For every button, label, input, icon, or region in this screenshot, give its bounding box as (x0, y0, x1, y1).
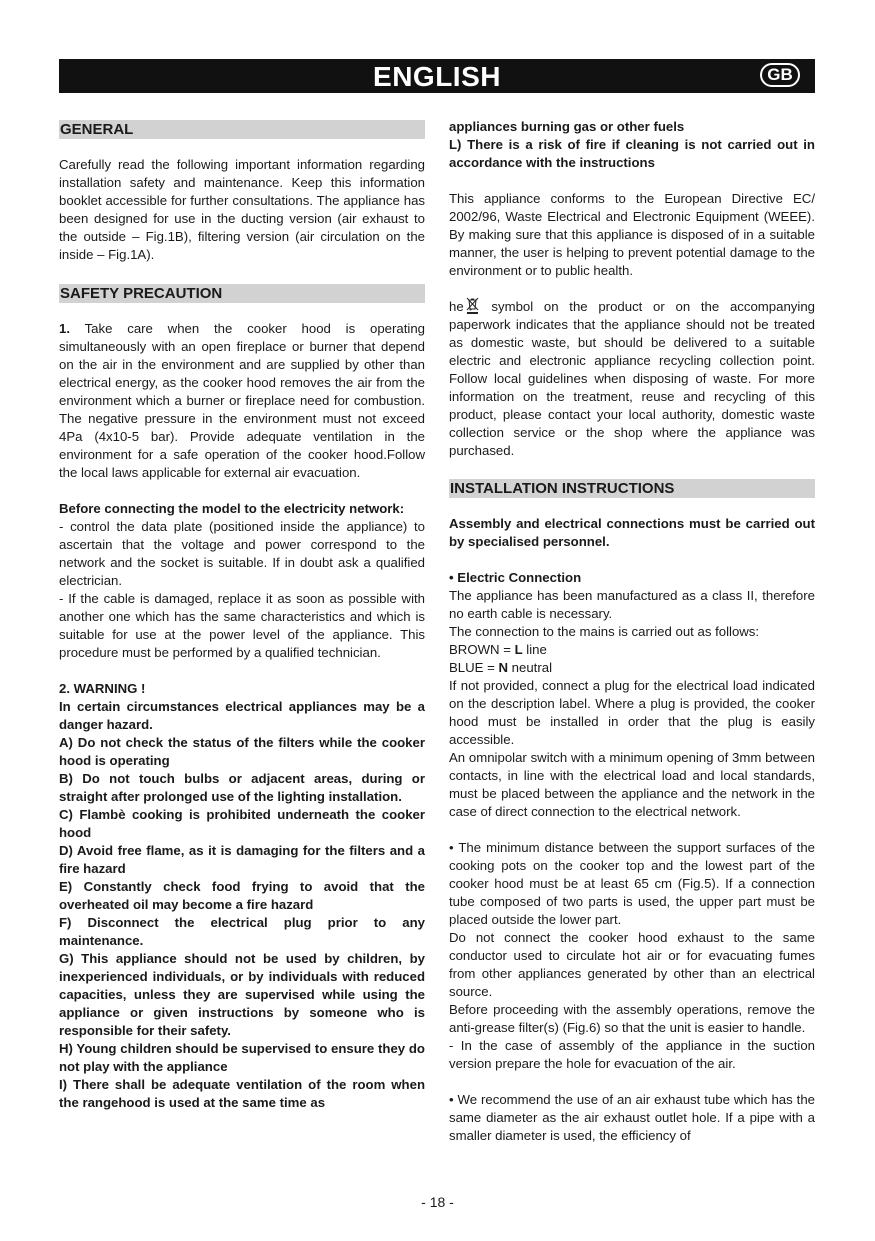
suction-version-text: - In the case of assembly of the appliance in the suction version prepare the hole for evacuation of the air. (449, 1038, 815, 1071)
warning-item-b: B) Do not touch bulbs or adjacent areas, during or straight after prolonged use of the lighting installation. (59, 771, 425, 804)
symbol-lead-text: he (449, 299, 464, 314)
exhaust-connection-text: Do not connect the cooker hood exhaust to the same conductor used to circulate hot air or for evacuating fumes from other appliances generated by other than an electrical source. (449, 930, 815, 999)
language-header-bar (59, 59, 815, 93)
safety-paragraph-1 (59, 320, 425, 482)
warning-item-e: E) Constantly check food frying to avoid that the overheated oil may become a fire hazard (59, 879, 425, 912)
before-connecting-heading: Before connecting the model to the electricity network: (59, 501, 405, 516)
page-number: - 18 - (421, 1194, 454, 1210)
warning-item-f: F) Disconnect the electrical plug prior to any maintenance. (59, 915, 425, 948)
country-badge: GB (760, 63, 800, 87)
warning-item-i-continued: appliances burning gas or other fuels (449, 119, 685, 134)
warning-item-c: C) Flambè cooking is prohibited underneath the cooker hood (59, 807, 425, 840)
omnipolar-switch-text: An omnipolar switch with a minimum opening of 3mm between contacts, in line with the electrical load and local standards, must be placed between the appliance and the network in the case of direct connection to the electrical network. (449, 750, 815, 819)
electric-connection-heading: • Electric Connection (449, 570, 582, 585)
brown-label: BROWN = (449, 642, 515, 657)
right-column (449, 118, 815, 1145)
mains-connection-text: The connection to the mains is carried out as follows: (449, 624, 760, 639)
blue-wire-line (449, 659, 815, 677)
warning-item-l: L) There is a risk of fire if cleaning is not carried out in accordance with the instructions (449, 137, 815, 170)
plug-text: If not provided, connect a plug for the electrical load indicated on the description label. Where a plug is provided, the cooker hood must be installed in order that the plug is easily accessible. (449, 678, 815, 747)
weee-paragraph: This appliance conforms to the European Directive EC/ 2002/96, Waste Electrical and Electronic Equipment (WEEE). By making sure that this appliance is disposed of in a suitable manner, the user is helping to prevent potential damage to the environment or to public health. (449, 191, 815, 278)
before-connecting-item-1: - control the data plate (positioned inside the appliance) to ascertain that the voltage and power correspond to the network and the socket is suitable. If in doubt ask a qualified electrician. (59, 519, 425, 588)
warning-item-g: G) This appliance should not be used by children, by inexperienced individuals, or by individuals with reduced capacities, unless they are supervised while using the appliance or given instructions by someone who is responsible for their safety. (59, 951, 425, 1038)
minimum-distance-text: • The minimum distance between the support surfaces of the cooking pots on the cooker top and the lowest part of the cooker hood must be at least 65 cm (Fig.5). If a connection tube composed of two parts is used, the upper part must be placed outside the lower part. (449, 840, 815, 927)
brown-wire-line (449, 641, 815, 659)
safety-heading: SAFETY PRECAUTION (59, 284, 425, 303)
symbol-paragraph-text: symbol on the product or on the accompanying paperwork indicates that the appliance should not be treated as domestic waste, but should be delivered to a suitable electric and electronic appliance recycling collection point. Follow local guidelines when disposing of waste. For more information on the treatment, reuse and recycling of this product, please contact your local authority, domestic waste collection service or the shop where the appliance was purchased. (449, 299, 815, 458)
installation-intro: Assembly and electrical connections must be carried out by specialised personnel. (449, 516, 815, 549)
safety-paragraph-1-text: Take care when the cooker hood is operating simultaneously with an open fireplace or burner that depend on the air in the environment and are supplied by other than electrical energy, as the cooker hood removes the air from the environment which a burner or fireplace need for combustion. The negative pressure in the environment must not exceed 4Pa (4x10-5 bar). Provide adequate ventilation in the environment for a safe operation of the cooker hood.Follow the local laws applicable for external air evacuation. (59, 321, 425, 480)
neutral-symbol: N (498, 660, 509, 675)
warning-item-i: I) There shall be adequate ventilation of the room when the rangehood is used at the same time as (59, 1077, 425, 1110)
neutral-word: neutral (508, 660, 553, 675)
blue-label: BLUE = (449, 660, 499, 675)
exhaust-tube-text: • We recommend the use of an air exhaust tube which has the same diameter as the air exhaust outlet hole. If a pipe with a smaller diameter is used, the efficiency of (449, 1092, 815, 1143)
warning-heading: 2. WARNING ! (59, 681, 146, 696)
left-column (59, 118, 425, 1112)
language-title: ENGLISH (373, 61, 501, 92)
general-paragraph: Carefully read the following important information regarding installation safety and maintenance. Keep this information booklet accessible for further consultations. The appliance has been designed for use in the ducting version (air exhaust to the outside – Fig.1B), filtering version (air circulation on the inside – Fig.1A). (59, 157, 425, 262)
line-symbol: L (514, 642, 523, 657)
electric-class-text: The appliance has been manufactured as a class II, therefore no earth cable is necessary. (449, 588, 815, 621)
warning-item-h: H) Young children should be supervised to ensure they do not play with the appliance (59, 1041, 425, 1074)
line-word: line (522, 642, 547, 657)
item-number: 1. (59, 321, 70, 336)
installation-heading: INSTALLATION INSTRUCTIONS (449, 479, 815, 498)
filter-removal-text: Before proceeding with the assembly operations, remove the anti-grease filter(s) (Fig.6) so that the unit is easier to handle. (449, 1002, 815, 1035)
before-connecting-item-2: - If the cable is damaged, replace it as soon as possible with another one which has the same characteristics and which is suitable for use at the power level of the appliance. This procedure must be performed by a qualified technician. (59, 591, 425, 660)
weee-symbol-paragraph (449, 297, 815, 460)
warning-item-a: A) Do not check the status of the filters while the cooker hood is operating (59, 735, 425, 768)
warning-intro: In certain circumstances electrical appliances may be a danger hazard. (59, 699, 425, 732)
warning-item-d: D) Avoid free flame, as it is damaging for the filters and a fire hazard (59, 843, 425, 876)
crossed-bin-icon (466, 297, 479, 314)
general-heading: GENERAL (59, 120, 425, 139)
